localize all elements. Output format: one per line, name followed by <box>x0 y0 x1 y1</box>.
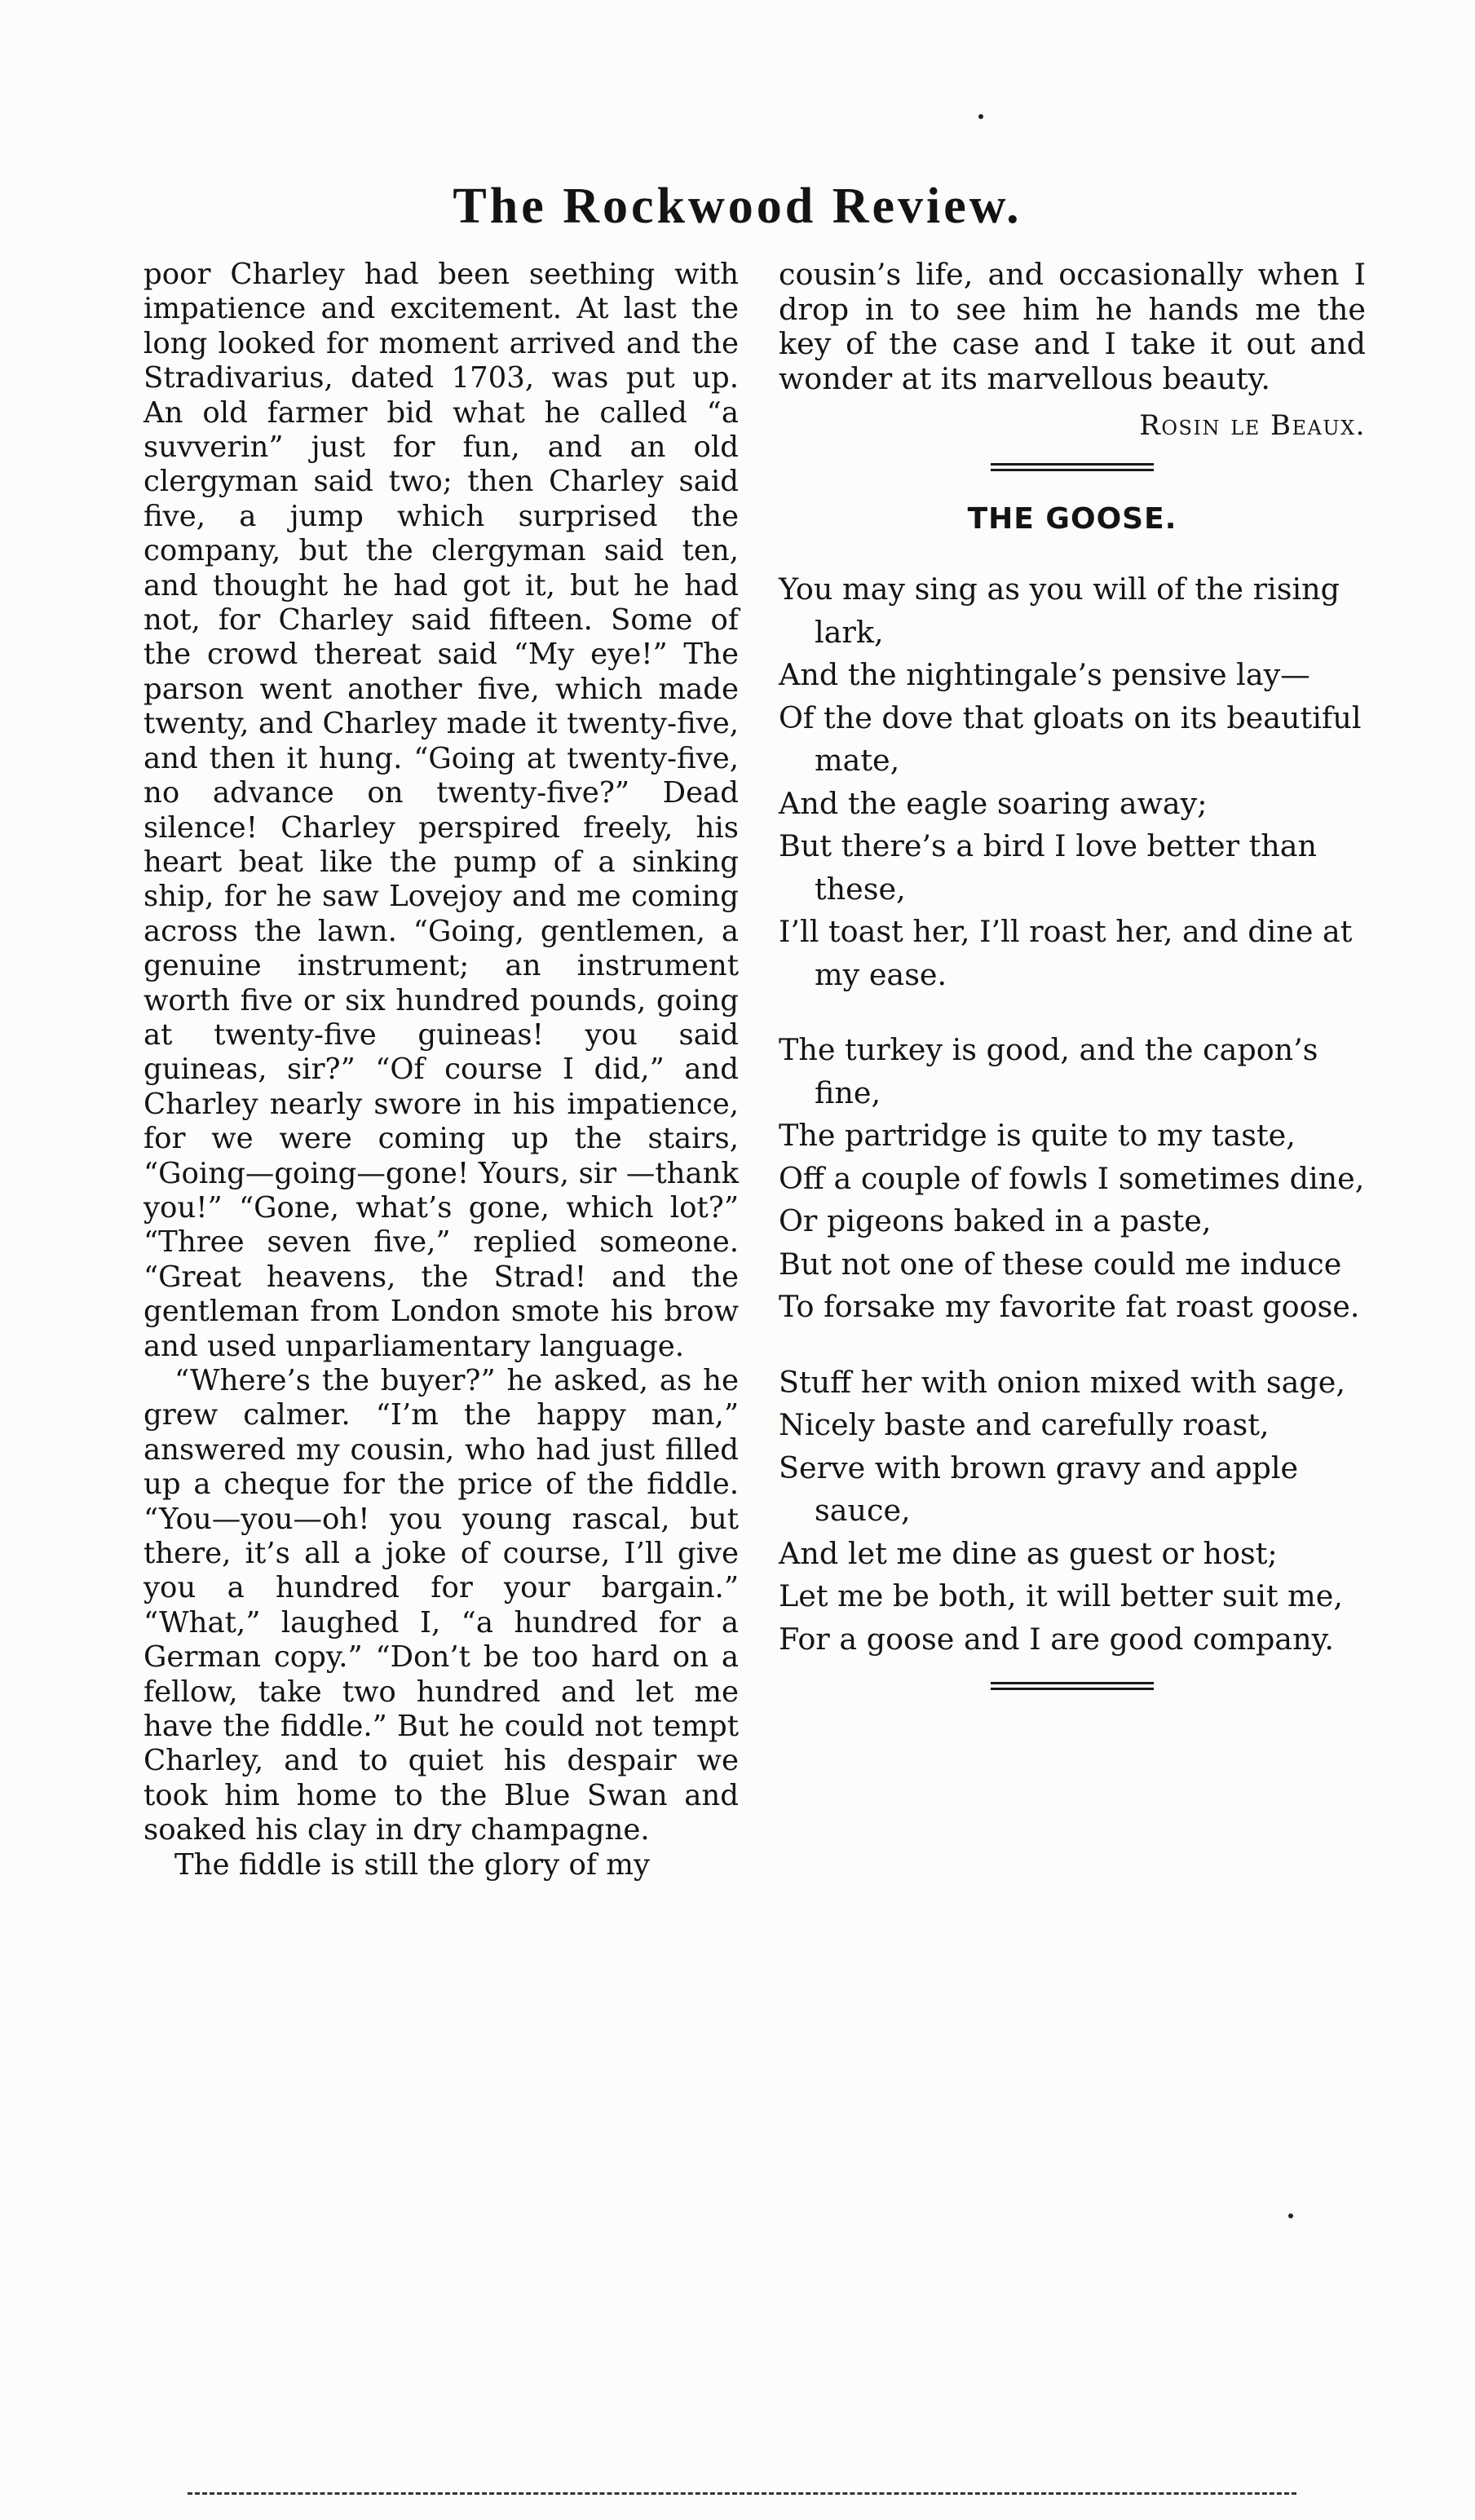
poem-stanza <box>779 1362 1366 1662</box>
story-paragraph: The fiddle is still the glory of my <box>174 1847 650 1882</box>
page-bottom-rule <box>188 2492 1296 2495</box>
page-title: The Rockwood Review. <box>453 179 1022 234</box>
poem-line: Or pigeons baked in a paste, <box>779 1203 1212 1238</box>
poem-line: Let me be both, it will better suit me, <box>779 1578 1343 1613</box>
poem-line: To forsake my favorite fat roast goose. <box>779 1289 1360 1324</box>
poem-line: The turkey is good, and the capon’s fine, <box>779 1032 1318 1110</box>
right-column <box>779 258 1366 1693</box>
poem-line: The partridge is quite to my taste, <box>779 1118 1296 1153</box>
poem-line: And let me dine as guest or host; <box>779 1535 1278 1571</box>
end-divider <box>991 1682 1154 1690</box>
left-column <box>144 258 739 1882</box>
poem-line: I’ll toast her, I’ll roast her, and dine at my ease. <box>779 914 1353 992</box>
poem-line: But not one of these could me induce <box>779 1246 1342 1282</box>
section-divider <box>991 463 1154 471</box>
poem-line: Serve with brown gravy and apple sauce, <box>779 1450 1299 1528</box>
poem-line: Off a couple of fowls I sometimes dine, <box>779 1160 1365 1196</box>
author-signature: Rosin le Beaux. <box>1139 409 1366 442</box>
story-paragraph: “Where’s the buyer?” he asked, as he grew calmer. “I’m the happy man,” answered my cousin, who had just filled up a cheque for the price of the fiddle. “You—you—oh! you young rascal, but there, it’s all a joke of course, I’ll give you a hundred for your bargain.” “What,” laughed I, “a hundred for a German copy.” “Don’t be too hard on a fellow, take two hundred and let me have the fiddle.” But he could not tempt Charley, and to quiet his despair we took him home to the Blue Swan and soaked his clay in dry champagne. <box>144 1364 739 1847</box>
poem-stanza <box>779 1029 1366 1329</box>
ink-speck <box>978 114 983 119</box>
poem-line: And the eagle soaring away; <box>779 785 1208 821</box>
poem-line: But there’s a bird I love better than these, <box>779 828 1318 907</box>
story-conclusion: cousin’s life, and occasionally when I drop in to see him he hands me the key of the case and I take it out and wonder at its marvellous beauty. <box>779 257 1366 396</box>
poem-line: Nicely baste and carefully roast, <box>779 1407 1270 1442</box>
poem-line: For a goose and I are good company. <box>779 1621 1334 1657</box>
poem-line: Of the dove that gloats on its beautiful mate, <box>779 700 1362 778</box>
poem-title: THE GOOSE. <box>967 502 1177 536</box>
story-paragraph: poor Charley had been seething with impatience and excitement. At last the long looked for moment arrived and the Stradivarius, dated 1703, was put up. An old farmer bid what he called “a suvverin” just for fun, and an old clergyman said two; then Charley said five, a jump which surprised the company, but the clergyman said ten, and thought he had got it, but he had not, for Charley said fifteen. Some of the crowd thereat said “My eye!” The parson went another five, which made twenty, and Charley made it twenty-five, and then it hung. “Going at twenty-five, no advance on twenty-five?” Dead silence! Charley perspired freely, his heart beat like the pump of a sinking ship, for he saw Lovejoy and me coming across the lawn. “Going, gentlemen, a genuine instrument; an instrument worth five or six hundred pounds, going at twenty-five guineas! you said guineas, sir?” “Of course I did,” and Charley nearly swore in his impatience, for we were coming up the stairs, “Going—going—gone! Yours, sir —thank you!” “Gone, what’s gone, which lot?” “Three seven five,” replied someone. “Great heavens, the Strad! and the gentleman from London smote his brow and used unparliamentary language. <box>144 258 739 1363</box>
poem-line: Stuff her with onion mixed with sage, <box>779 1364 1345 1400</box>
poem-line: You may sing as you will of the rising lark, <box>779 572 1340 650</box>
poem-line: And the nightingale’s pensive lay— <box>779 657 1310 692</box>
poem-stanza <box>779 568 1366 996</box>
ink-speck <box>1288 2213 1293 2218</box>
